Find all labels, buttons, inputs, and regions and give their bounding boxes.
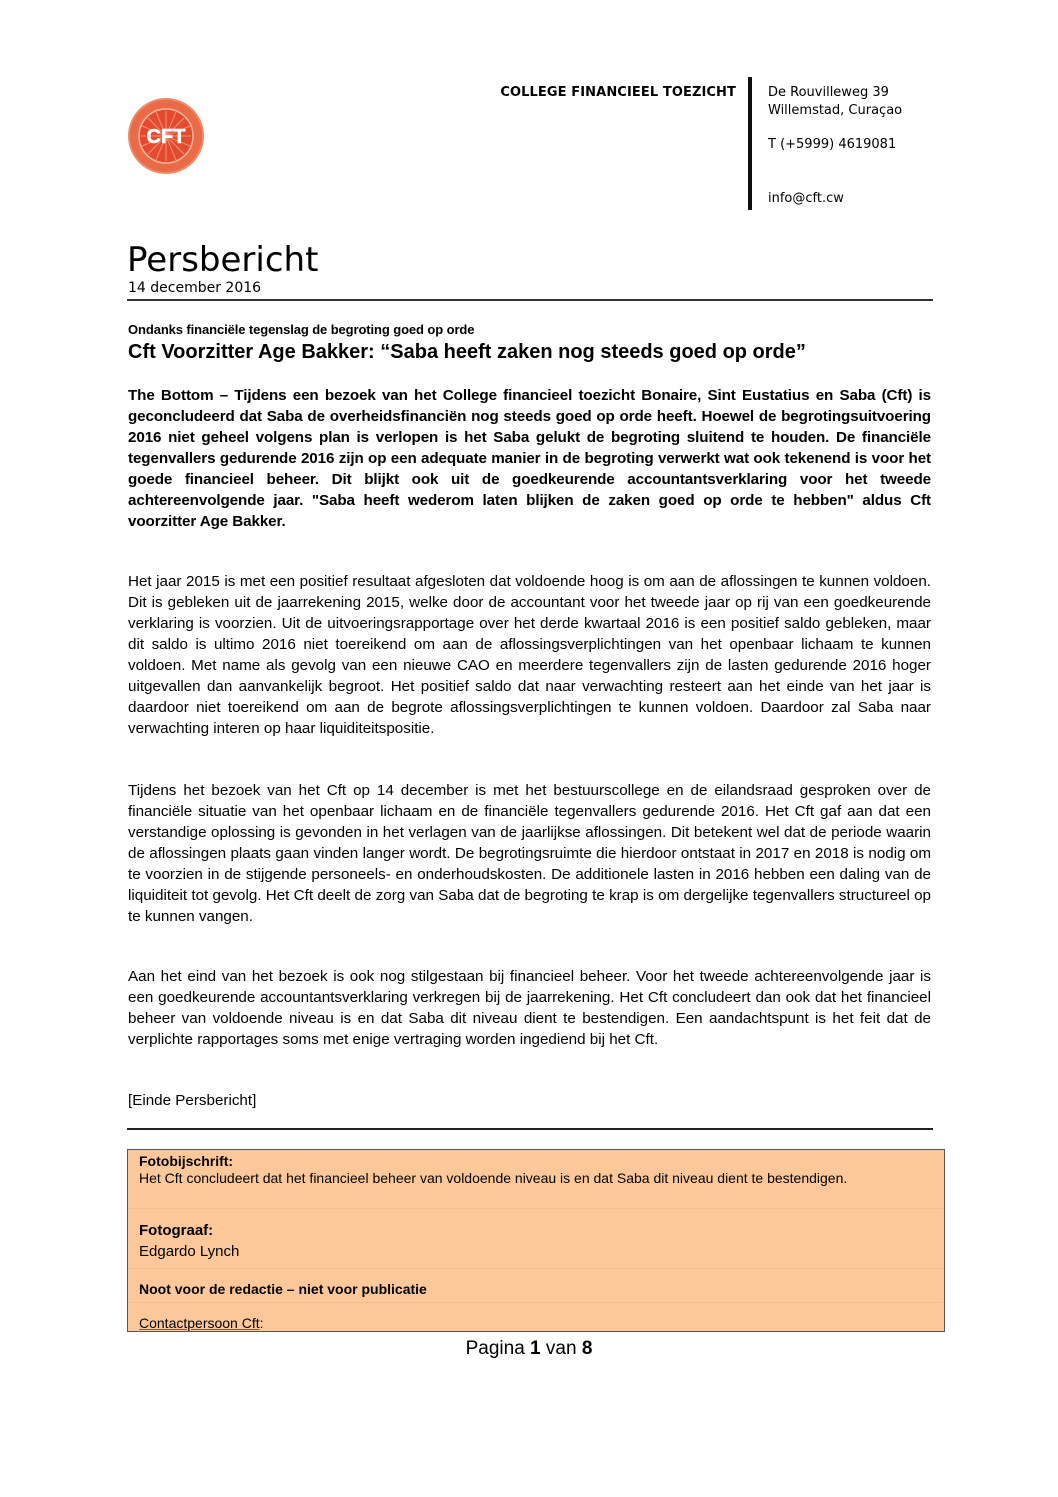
editor-note-box	[127, 1149, 945, 1332]
note-separator	[129, 1302, 943, 1303]
document-date: 14 december 2016	[128, 280, 262, 296]
body-paragraph-2: Tijdens het bezoek van het Cft op 14 december is met het bestuurscollege en de eilandsraad gesproken over de financiële situatie van het openbaar lichaam en de financiële tegenvallers gedurende 2016. Het Cft gaf aan dat een verstandige oplossing is gevonden in het verlagen van de jaarlijkse aflossingen. Dit betekent wel dat de periode waarin de aflossingen plaats gaan vinden langer wordt. De begrotingsruimte die hierdoor ontstaat in 2017 en 2018 is nodig om te voorzien in de stijgende personeels- en onderhoudskosten. De additionele lasten in 2016 hebben een daling van de liquiditeit tot gevolg. Het Cft deelt de zorg van Saba dat de begroting te krap is om dergelijke tegenvallers structureel op te kunnen vangen.	[128, 782, 931, 925]
title-divider	[127, 299, 933, 301]
footer-divider	[127, 1128, 933, 1130]
page-indicator	[0, 1338, 1058, 1360]
subheadline: Ondanks financiële tegenslag de begroting goed op orde	[128, 322, 475, 337]
organization-name: COLLEGE FINANCIEEL TOEZICHT	[500, 85, 736, 100]
logo-text: CFT	[146, 126, 186, 148]
photographer-name: Edgardo Lynch	[139, 1243, 240, 1260]
contact-block	[768, 84, 902, 208]
end-marker: [Einde Persbericht]	[128, 1092, 257, 1109]
body-paragraph-1: Het jaar 2015 is met een positief resultaat afgesloten dat voldoende hoog is om aan de aflossingen te kunnen voldoen. Dit is gebleken uit de jaarrekening 2015, welke door de accountant voor het tweede jaar op rij van een goedkeurende verklaring is voorzien. Uit de uitvoeringsrapportage over het derde kwartaal 2016 is een positief saldo gebleken, maar dit saldo is ultimo 2016 niet toereikend om aan de aflossingsverplichtingen van het openbaar lichaam te kunnen voldoen. Met name als gevolg van een nieuwe CAO en meerdere tegenvallers zijn de lasten gedurende 2016 hoger uitgevallen dan aanvankelijk begroot. Het positief saldo dat naar verwachting resteert aan het einde van het jaar is daardoor niet toereikend om aan de begrote aflossingsverplichtingen te kunnen voldoen. Daardoor zal Saba naar verwachting interen op haar liquiditeitspositie.	[128, 573, 931, 737]
email-link[interactable]: info@cft.cw	[768, 191, 844, 206]
contact-person-row	[139, 1314, 932, 1332]
page-prefix: Pagina	[465, 1338, 525, 1359]
header-divider	[748, 77, 752, 210]
body-paragraph-3: Aan het eind van het bezoek is ook nog stilgestaan bij financieel beheer. Voor het tweede achtereenvolgende jaar is een goedkeurende accountantsverklaring verkregen bij de jaarrekening. Het Cft concludeert dan ook dat het financieel beheer van voldoende niveau is en dat Saba dit niveau dient te bestendigen. Een aandachtspunt is het feit dat de verplichte rapportages soms met enige vertraging worden ingediend bij het Cft.	[128, 968, 931, 1048]
address-line-2: Willemstad, Curaçao	[768, 103, 903, 118]
headline: Cft Voorzitter Age Bakker: “Saba heeft zaken nog steeds goed op orde”	[128, 341, 806, 363]
cft-logo	[127, 97, 205, 175]
contact-colon: :	[259, 1315, 264, 1331]
phone-number: T (+5999) 4619081	[768, 137, 897, 152]
cft-logo-emblem	[127, 97, 205, 175]
page-mid: van	[545, 1338, 577, 1359]
editor-note-label: Noot voor de redactie – niet voor publicatie	[139, 1281, 427, 1297]
contact-person-link[interactable]: Contactpersoon Cft	[139, 1315, 260, 1331]
caption-label: Fotobijschrift:	[139, 1153, 234, 1169]
note-separator	[129, 1208, 943, 1209]
current-page: 1	[530, 1338, 541, 1359]
total-pages: 8	[581, 1338, 593, 1359]
document-title: Persbericht	[127, 240, 319, 280]
caption-text: Het Cft concludeert dat het financieel beheer van voldoende niveau is en dat Saba dit niveau dient te bestendigen.	[139, 1170, 848, 1186]
lead-paragraph: The Bottom – Tijdens een bezoek van het College financieel toezicht Bonaire, Sint Eustatius en Saba (Cft) is geconcludeerd dat Saba de overheidsfinanciën nog steeds goed op orde heeft. Hoewel de begrotingsuitvoering 2016 niet geheel volgens plan is verlopen is het Saba gelukt de begroting sluitend te houden. De financiële tegenvallers gedurende 2016 zijn op een adequate manier in de begroting verwerkt wat ook tekenend is voor het goede financieel beheer. Dit blijkt ook uit de goedkeurende accountantsverklaring voor het tweede achtereenvolgende jaar. "Saba heeft wederom laten blijken de zaken goed op orde te hebben" aldus Cft voorzitter Age Bakker.	[128, 387, 931, 530]
note-separator	[129, 1268, 943, 1269]
address-line-1: De Rouvilleweg 39	[768, 85, 889, 100]
photographer-label: Fotograaf:	[139, 1222, 214, 1239]
